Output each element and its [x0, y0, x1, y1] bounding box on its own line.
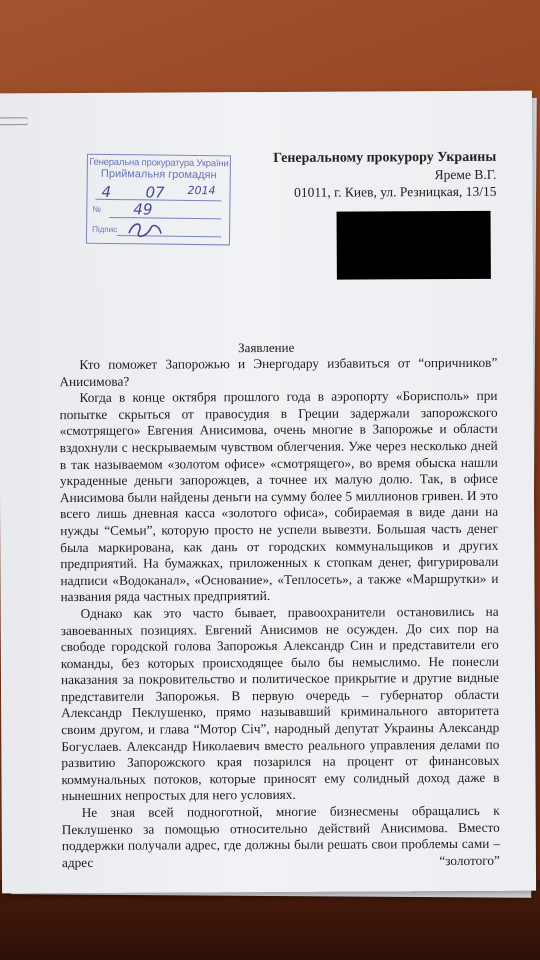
- paper-clip-icon: [0, 117, 28, 125]
- stamp-date-day: 4: [101, 182, 112, 201]
- stamp-number-label: №: [92, 204, 101, 214]
- registration-stamp: [86, 154, 231, 246]
- stamp-dept: Приймальня громадян: [100, 167, 217, 182]
- addressee-block: [273, 149, 496, 201]
- paragraph-4: Не зная всей подноготной, многие бизнесмены обращались к Пеклушенко за помощью относительно действий Анисимова. Вместо поддержки получали адрес, где должны были решать свои проблемы сами – адрес “золотого”: [61, 802, 500, 870]
- redaction-box: [337, 211, 491, 280]
- document-body: [59, 355, 500, 872]
- addressee-name: Яреме В.Г.: [434, 166, 497, 183]
- document-title: Заявление: [238, 339, 295, 356]
- paragraph-3: Однако как это часто бывает, правоохранители остановились на завоеванных позициях. Евгений Анисимов не осужден. До сих пор на свободе городской голова Запорожья Александр Син и представители его команды, без которых происходящее было бы немыслимо. Не понесли наказания за покровительство и политическое прикрытие и другие видные представители Запорожья. В первую очередь – губернатор области Александр Пеклушенко, прямо называвший криминального авторитета своим другом, и глава “Мотор Січ”, народный депутат Украины Александр Богуслаев. Александр Николаевич вместо реального управления делами по развитию Запорожского края позарился на процент от финансовых коммунальных потоков, которые приносят ему солидный доход даже в нынешних непростых для него условиях.: [60, 603, 500, 804]
- addressee-to: Генеральному прокурору Украины: [273, 149, 497, 166]
- stamp-date-month: 07: [145, 183, 165, 202]
- paragraph-2: Когда в конце октября прошлого года в аэропорту «Борисполь» при попытке скрыться от правосудия в Греции задержали запорожского «смотрящего» Евгения Анисимова, очень многие в Запорожье и области вздохнули с нескрываемым чувством облегчения. Уже через несколько дней в так называемом «золотом офисе» «смотрящего», во время обыска нашли украденные деньги запорожцев, а точнее их малую долю. Так, в офисе Анисимова были найдены деньги на сумму более 5 миллионов гривен. И это всего лишь дневная касса «золотого офиса», собираемая в виде дани на нужды “Семьи”, которую просто не успели вывезти. Большая часть денег была маркирована, как дань от городских коммунальщиков и других предприятий. На бумажках, приложенных к стопкам денег, фигурировали надписи «Водоканал», «Основание», «Теплосеть», а также «Маршрутки» и названия ряда частных предприятий.: [59, 387, 499, 605]
- stamp-number-value: 49: [133, 200, 153, 219]
- paragraph-1: Кто поможет Запорожью и Энергодару избавиться от “опричников” Анисимова?: [59, 354, 498, 389]
- addressee-address: 01011, г. Киев, ул. Резницкая, 13/15: [294, 183, 497, 200]
- document-page: [0, 91, 536, 894]
- stamp-date-year: 2014: [187, 183, 216, 198]
- stamp-signature-label: Підпис: [92, 224, 118, 235]
- stamp-org: Генеральна прокуратура України: [89, 156, 229, 170]
- signature-scribble: [125, 217, 165, 241]
